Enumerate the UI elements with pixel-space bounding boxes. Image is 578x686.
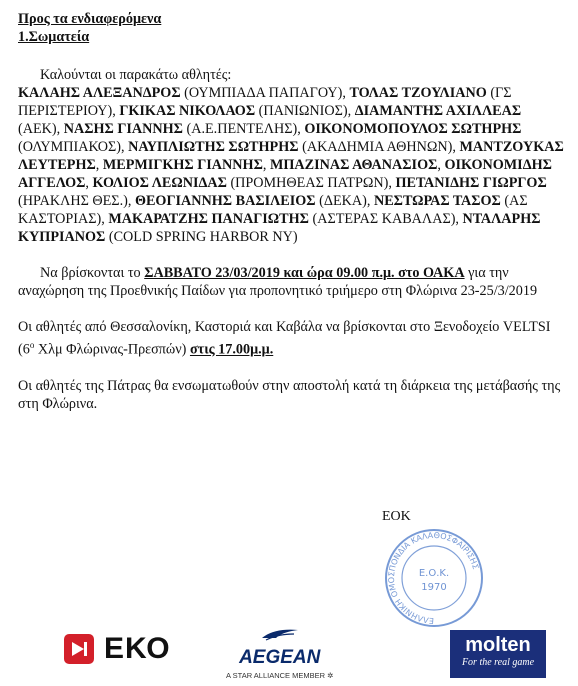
athlete-name: ΝΤΑΛΑΡΗΣ ΚΥΠΡΙΑΝΟΣ	[18, 211, 541, 245]
aegean-subtext: A STAR ALLIANCE MEMBER	[226, 671, 326, 680]
athlete-club: (ΟΛΥΜΠΙΑΚΟΣ),	[18, 139, 129, 155]
athlete-name: ΜΑΝΤΖΟΥΚΑΣ ΛΕΥΤΕΡΗΣ	[18, 139, 564, 173]
svg-text:1970: 1970	[421, 582, 447, 593]
athlete-club: ,	[437, 157, 445, 173]
hotel-time: στις 17.00μ.μ.	[189, 341, 274, 358]
meeting-suffix: για την αναχώρηση της Προεθνικής Παίδων για προπονητικό τριήμερο στη Φλώρινα 23-25/3/2019	[18, 265, 538, 299]
hotel-paragraph	[18, 318, 566, 359]
aegean-subline	[226, 671, 333, 680]
athlete-name: ΜΠΑΖΙΝΑΣ ΑΘΑΝΑΣΙΟΣ	[269, 157, 438, 173]
athlete-name: ΜΑΚΑΡΑΤΖΗΣ ΠΑΝΑΓΙΩΤΗΣ	[108, 211, 309, 227]
hotel-sup: ο	[29, 340, 35, 350]
document-body	[18, 10, 566, 413]
svg-text:ΕΛΛΗΝΙΚΗ ΟΜΟΣΠΟΝΔΙΑ ΚΑΛΑΘΟΣΦΑΙ: ΕΛΛΗΝΙΚΗ ΟΜΟΣΠΟΝΔΙΑ ΚΑΛΑΘΟΣΦΑΙΡΙΣΗΣ	[386, 530, 481, 626]
sponsor-logos	[0, 624, 578, 686]
athlete-name: ΟΙΚΟΝΟΜΙΔΗΣ ΑΓΓΕΛΟΣ	[18, 157, 552, 191]
athlete-club: (ΠΡΟΜΗΘΕΑΣ ΠΑΤΡΩΝ),	[226, 175, 396, 191]
molten-wordmark: molten	[465, 634, 531, 656]
athlete-name: ΟΙΚΟΝΟΜΟΠΟΥΛΟΣ ΣΩΤΗΡΗΣ	[304, 121, 522, 137]
eko-mark-icon	[62, 632, 96, 666]
svg-text:Ε.Ο.Κ.: Ε.Ο.Κ.	[418, 568, 450, 579]
meeting-date: ΣΑΒΒΑΤΟ 23/03/2019 και ώρα 09.00 π.μ. στο ΟΑΚΑ	[144, 265, 465, 281]
addressee-heading: Προς τα ενδιαφερόμενα	[18, 11, 162, 27]
patras-paragraph	[18, 377, 566, 413]
aegean-wordmark: AEGEAN	[239, 647, 321, 668]
star-alliance-icon: ✲	[327, 671, 334, 680]
athlete-club: (ΟΥΜΠΙΑΔΑ ΠΑΠΑΓΟΥ),	[180, 85, 350, 101]
athlete-club: (ΑΚΑΔΗΜΙΑ ΑΘΗΝΩΝ),	[298, 139, 460, 155]
aegean-bird-icon	[260, 626, 300, 642]
meeting-prefix: Να βρίσκονται το	[40, 265, 145, 281]
athlete-club: (ΠΑΝΙΩΝΙΟΣ),	[255, 103, 355, 119]
intro-label: Καλούνται οι παρακάτω αθλητές:	[40, 67, 232, 83]
signature: ΕΟΚ	[382, 509, 411, 524]
patras-text: Οι αθλητές της Πάτρας θα ενσωματωθούν στην αποστολή κατά τη διάρκεια της μετάβασής της στη Φλώρινα.	[18, 377, 561, 412]
athlete-name: ΜΕΡΜΙΓΚΗΣ ΓΙΑΝΝΗΣ	[102, 157, 263, 173]
hotel-middle: Χλμ Φλώρινας-Πρεσπών)	[34, 341, 190, 358]
athlete-name: ΚΑΛΑΗΣ ΑΛΕΞΑΝΔΡΟΣ	[18, 85, 181, 101]
athlete-club: (ΑΕΚ),	[18, 121, 64, 137]
molten-logo	[450, 630, 546, 678]
athlete-name: ΝΕΣΤΩΡΑΣ ΤΑΣΟΣ	[373, 193, 501, 209]
athlete-name: ΘΕΟΓΙΑΝΝΗΣ ΒΑΣΙΛΕΙΟΣ	[134, 193, 316, 209]
aegean-logo	[226, 626, 333, 680]
athlete-name: ΤΟΛΑΣ ΤΖΟΥΛΙΑΝΟ	[349, 85, 487, 101]
athlete-club: (COLD SPRING HARBOR NY)	[105, 229, 298, 245]
federation-stamp	[374, 528, 494, 633]
athlete-club: ,	[85, 175, 93, 191]
athlete-name: ΠΕΤΑΝΙΔΗΣ ΓΙΩΡΓΟΣ	[395, 175, 547, 191]
eko-wordmark: ΕΚΟ	[104, 632, 171, 665]
section-heading: 1.Σωματεία	[18, 29, 90, 45]
athlete-name: ΝΑΥΠΛΙΩΤΗΣ ΣΩΤΗΡΗΣ	[128, 139, 299, 155]
intro-text	[18, 66, 566, 84]
athlete-club: (ΑΣΤΕΡΑΣ ΚΑΒΑΛΑΣ),	[308, 211, 463, 227]
meeting-paragraph	[18, 264, 566, 300]
athlete-club: (Α.Ε.ΠΕΝΤΕΛΗΣ),	[182, 121, 305, 137]
athlete-name: ΔΙΑΜΑΝΤΗΣ ΑΧΙΛΛΕΑΣ	[354, 103, 522, 119]
hotel-prefix: Οι αθλητές από Θεσσαλονίκη, Καστοριά και Καβάλα να βρίσκονται στο Ξενοδοχείο VELTSI (6	[18, 319, 551, 358]
athlete-club: ,	[95, 157, 103, 173]
athlete-club: ,	[262, 157, 270, 173]
athlete-club: (ΔΕΚΑ),	[315, 193, 374, 209]
athlete-list	[18, 84, 566, 246]
athlete-club: (ΑΣ ΚΑΣΤΟΡΙΑΣ),	[18, 193, 528, 227]
eko-logo	[62, 632, 171, 666]
athlete-club: (ΗΡΑΚΛΗΣ ΘΕΣ.),	[18, 193, 135, 209]
molten-tagline: For the real game	[461, 657, 535, 668]
athlete-name: ΝΑΣΗΣ ΓΙΑΝΝΗΣ	[63, 121, 183, 137]
athlete-name: ΚΟΛΙΟΣ ΛΕΩΝΙΔΑΣ	[92, 175, 227, 191]
athlete-name: ΓΚΙΚΑΣ ΝΙΚΟΛΑΟΣ	[119, 103, 256, 119]
athlete-club: (ΓΣ ΠΕΡΙΣΤΕΡΙΟΥ),	[18, 85, 512, 119]
